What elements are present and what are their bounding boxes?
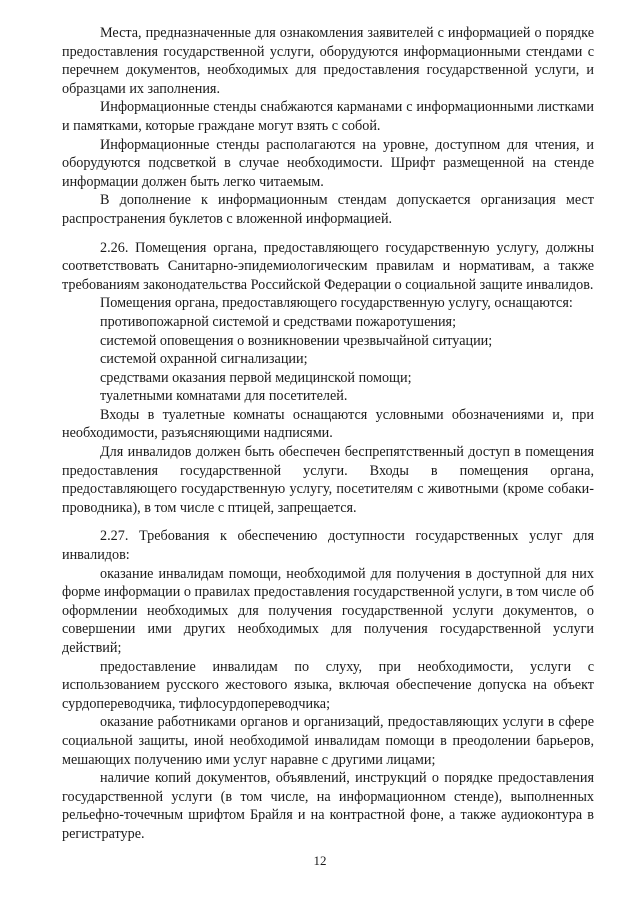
- paragraph-booklets: В дополнение к информационным стендам допускается организация мест распространения буклетов с вложенной информацией.: [62, 192, 594, 227]
- list-item-security-alarm: системой охранной сигнализации;: [100, 351, 308, 368]
- list-item-fire-system: противопожарной системой и средствами пожаротушения;: [100, 313, 457, 330]
- paragraph-assistance-info: оказание инвалидам помощи, необходимой для получения в доступной для них форме информации о правилах предоставления государственной услуги, в том числе об оформлении необходимых для получения государственной услуги документов, о совершении ими других необходимых для получения государственной услуги действий;: [62, 565, 594, 656]
- list-item-toilets: туалетными комнатами для посетителей.: [100, 388, 348, 405]
- paragraph-info-pockets: Информационные стенды снабжаются карманами с информационными листками и памятками, которые граждане могут взять с собой.: [62, 99, 594, 134]
- paragraph-info-places: Места, предназначенные для ознакомления заявителей с информацией о порядке предоставления государственной услуги, оборудуются информационными стендами с перечнем документов, необходимых для предоставления государственной услуги, и образцами их заполнения.: [62, 25, 594, 97]
- paragraph-premises-equipped: Помещения органа, предоставляющего государственную услугу, оснащаются:: [100, 295, 573, 312]
- paragraph-braille-copies: наличие копий документов, объявлений, инструкций о порядке предоставления государственной услуги (в том числе, на информационном стенде), выполненных рельефно-точечным шрифтом Брайля и на контрастной фоне, а также аудиоконтура в регистратуре.: [62, 770, 594, 842]
- paragraph-sign-language: предоставление инвалидам по слуху, при необходимости, услуги с использованием русского жестового языка, включая обеспечение допуска на объект сурдопереводчика, тифлосурдопереводчика;: [62, 658, 594, 712]
- paragraph-section-2-26: 2.26. Помещения органа, предоставляющего государственную услугу, должны соответствовать Санитарно-эпидемиологическим правилам и нормативам, а также требованиям законодательства Российской Федерации о социальной защите инвалидов.: [62, 239, 594, 293]
- list-item-emergency-alert: системой оповещения о возникновении чрезвычайной ситуации;: [100, 332, 493, 349]
- list-item-first-aid: средствами оказания первой медицинской помощи;: [100, 369, 412, 386]
- paragraph-toilet-signs: Входы в туалетные комнаты оснащаются условными обозначениями и, при необходимости, разъясняющими надписями.: [62, 406, 594, 442]
- paragraph-info-level: Информационные стенды располагаются на уровне, доступном для чтения, и оборудуются подсветкой в случае необходимости. Шрифт размещенной на стенде информации должен быть легко читаемым.: [62, 136, 594, 190]
- paragraph-section-2-27: 2.27. Требования к обеспечению доступности государственных услуг для инвалидов:: [62, 528, 594, 564]
- paragraph-disabled-access: Для инвалидов должен быть обеспечен беспрепятственный доступ в помещения предоставления государственной услуги. Входы в помещения органа, предоставляющего государственную услугу, посетителям с животными (кроме собаки-проводника), в том числе с птицей, запрещается.: [62, 444, 594, 516]
- paragraph-staff-help: оказание работниками органов и организаций, предоставляющих услуги в сфере социальной защиты, иной необходимой инвалидам помощи в преодолении барьеров, мешающих получению ими услуг наравне с другими лицами;: [62, 714, 594, 768]
- document-page: [62, 24, 594, 844]
- page-number: 12: [313, 853, 327, 868]
